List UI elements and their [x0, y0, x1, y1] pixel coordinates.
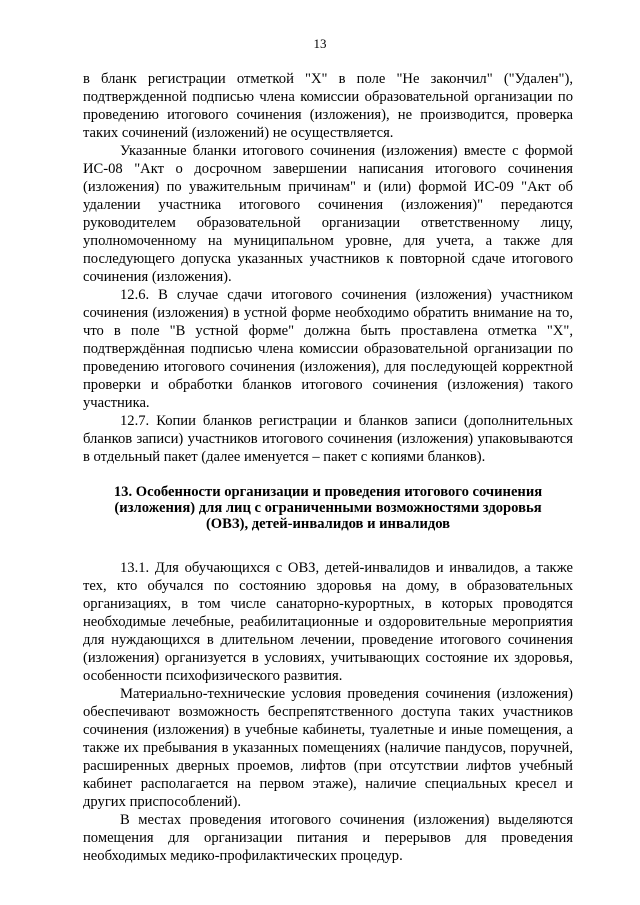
paragraph-12-6: 12.6. В случае сдачи итогового сочинения (изложения) участником сочинения (изложения) в устной форме необходимо обратить внимание на то, что в поле "В устной форме" должна быть проставлена отметка "X", подтверждённая подписью члена комиссии образовательной организации по проведению итогового сочинения (изложения), для последующей корректной проверки и обработки бланков итогового сочинения (изложения) такого участника.: [83, 287, 573, 411]
paragraph-13-1: 13.1. Для обучающихся с ОВЗ, детей-инвалидов и инвалидов, а также тех, кто обучался по состоянию здоровья на дому, в образовательных организациях, в том числе санаторно-курортных, в которых проводятся необходимые лечебные, реабилитационные и оздоровительные мероприятия для нуждающихся в длительном лечении, проведение итогового сочинения (изложения) организуется в условиях, учитывающих состояние их здоровья, особенности психофизического развития.: [83, 560, 573, 684]
section-heading: 13. Особенности организации и проведения итогового сочинения (изложения) для лиц с ограниченными возможностями здоровья (ОВЗ), детей-инвалидов и инвалидов: [113, 484, 543, 532]
paragraph-12-7: 12.7. Копии бланков регистрации и бланков записи (дополнительных бланков записи) участников итогового сочинения (изложения) упаковываются в отдельный пакет (далее именуется – пакет с копиями бланков).: [83, 413, 573, 465]
paragraph-material-conditions: Материально-технические условия проведения сочинения (изложения) обеспечивают возможность беспрепятственного доступа таких участников сочинения (изложения) в учебные кабинеты, туалетные и иные помещения, а также их пребывания в указанных помещениях (наличие пандусов, поручней, расширенных дверных проемов, лифтов (при отсутствии лифтов учебный кабинет располагается на первом этаже), наличие специальных кресел и других приспособлений).: [83, 686, 573, 810]
paragraph-medical-rooms: В местах проведения итогового сочинения (изложения) выделяются помещения для организации питания и перерывов для проведения необходимых медико-профилактических процедур.: [83, 812, 573, 864]
paragraph-continuation: в бланк регистрации отметкой "X" в поле "Не закончил" ("Удален"), подтвержденной подписью члена комиссии образовательной организации по проведению итогового сочинения (изложения), не производится, проверка таких сочинений (изложений) не осуществляется.: [83, 71, 573, 141]
page-number: 13: [313, 36, 327, 51]
paragraph-forms-transfer: Указанные бланки итогового сочинения (изложения) вместе с формой ИС-08 "Акт о досрочном завершении написания итогового сочинения (изложения) по уважительным причинам" и (или) формой ИС-09 "Акт об удалении участника итогового сочинения (изложения)" передаются руководителем образовательной организации ответственному лицу, уполномоченному на муниципальном уровне, для учета, а также для последующего допуска указанных участников к повторной сдаче итогового сочинения (изложения).: [83, 143, 573, 285]
document-body: [83, 70, 573, 865]
